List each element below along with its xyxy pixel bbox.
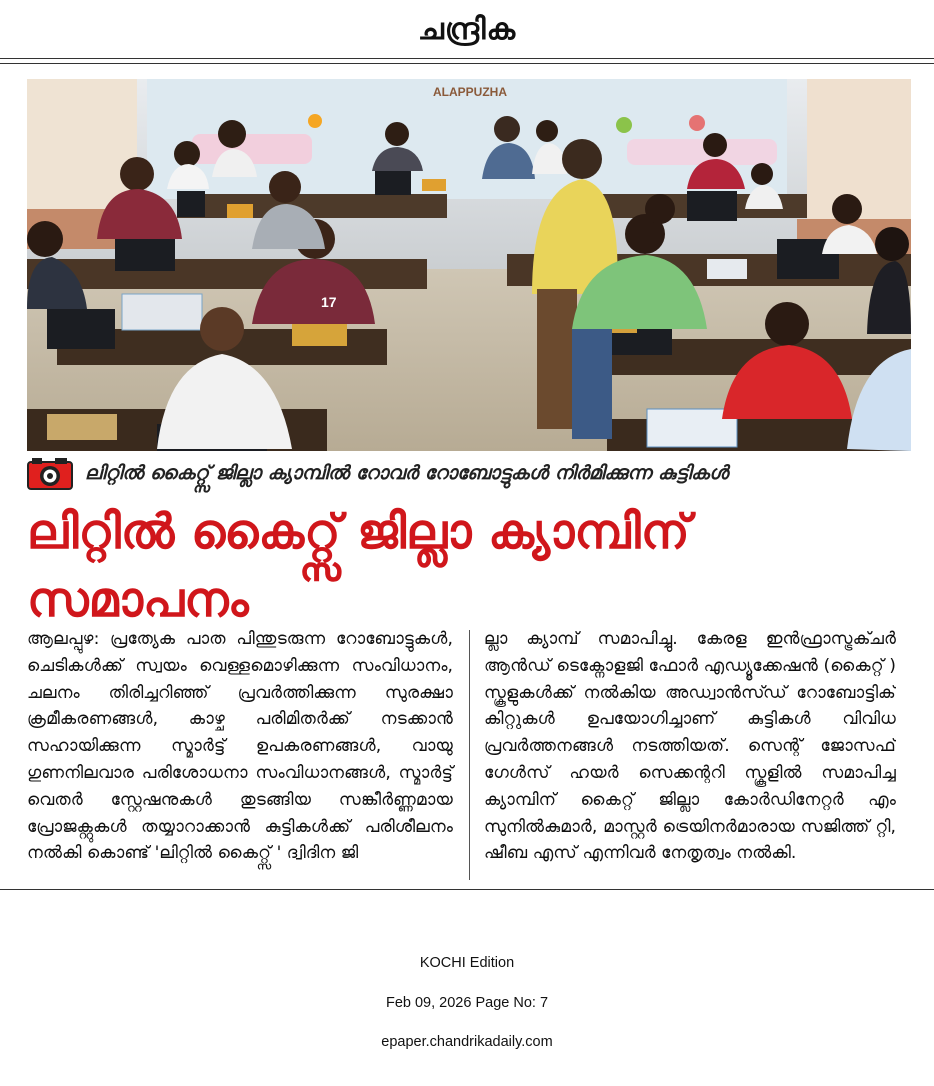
article-bottom-rule bbox=[0, 889, 934, 890]
article-column-1: ആലപ്പുഴ: പ്രത്യേക പാത പിന്തുടരുന്ന റോബോട്ടുകൾ, ചെടികൾക്ക് സ്വയം വെള്ളമൊഴിക്കുന്ന സംവിധാനം, ചലനം തിരിച്ചറിഞ്ഞ് പ്രവർത്തിക്കുന്ന സുരക്ഷാ ക്രമീകരണങ്ങൾ, കാഴ്ച പരിമിതർക്ക് നടക്കാൻ സഹായിക്കുന്ന സ്മാർട്ട് ഉപകരണങ്ങൾ, വായു ഗുണനിലവാര പരിശോധനാ സംവിധാനങ്ങൾ, സ്മാർട്ട് വെതർ സ്റ്റേഷനുകൾ തുടങ്ങിയ സങ്കീർണ്ണമായ പ്രോജക്റ്റുകൾ തയ്യാറാക്കാൻ കുട്ടികൾക്ക് പരിശീലനം നൽകി കൊണ്ട് 'ലിറ്റിൽ കൈറ്റ്സ് ' ദ്വിദിന ജി bbox=[27, 629, 453, 864]
classroom-photo bbox=[27, 79, 911, 451]
photo-caption bbox=[27, 456, 911, 490]
epaper-link[interactable]: epaper.chandrikadaily.com bbox=[381, 1034, 553, 1050]
edition-label: KOCHI Edition bbox=[419, 955, 515, 971]
headline-line-2: സമാപനം bbox=[27, 572, 249, 628]
masthead-title: ചന്ദ്രിക bbox=[417, 12, 517, 47]
camera-icon bbox=[27, 456, 73, 490]
masthead-rule-bottom bbox=[0, 63, 934, 64]
caption-text: ലിറ്റിൽ കൈറ്റ്സ് ജില്ലാ ക്യാമ്പിൽ റോവർ റോബോട്ടുകൾ നിർമിക്കുന്ന കുട്ടികൾ bbox=[85, 462, 729, 484]
article-body bbox=[27, 626, 911, 880]
photo-wall-text: ALAPPUZHA bbox=[433, 85, 507, 99]
article-column-2: ല്ലാ ക്യാമ്പ് സമാപിച്ചു. കേരള ഇൻഫ്രാസ്ട്രക്ചർ ആൻഡ് ടെക്നോളജി ഫോർ എഡ്യൂക്കേഷൻ (കൈറ്റ് ) സ്കൂളുകൾക്ക് നൽകിയ അഡ്വാൻസ്ഡ് റോബോട്ടിക് കിറ്റുകൾ ഉപയോഗിച്ചാണ് കുട്ടികൾ വിവിധ പ്രവർത്തനങ്ങൾ നടത്തിയത്. സെന്റ് ജോസഫ് ഗേൾസ് ഹയർ സെക്കന്ററി സ്കൂളിൽ സമാപിച്ച ക്യാമ്പിന് കൈറ്റ് ജില്ലാ കോർഡിനേറ്റർ എം സുനിൽകുമാർ, മാസ്റ്റർ ട്രെയിനർമാരായ സജിത്ത് റ്റി, ഷീബ എസ് എന്നിവർ നേതൃത്വം നൽകി. bbox=[484, 629, 896, 864]
photo-shirt-number: 17 bbox=[321, 294, 337, 310]
headline-line-1: ലിറ്റിൽ കൈറ്റ്സ് ജില്ലാ ക്യാമ്പിന് bbox=[27, 504, 690, 560]
date-page-label: Feb 09, 2026 Page No: 7 bbox=[385, 995, 549, 1011]
news-photo bbox=[27, 79, 911, 451]
column-divider bbox=[469, 630, 470, 880]
headline bbox=[27, 498, 907, 634]
masthead bbox=[0, 0, 934, 58]
masthead-rule-top bbox=[0, 58, 934, 59]
